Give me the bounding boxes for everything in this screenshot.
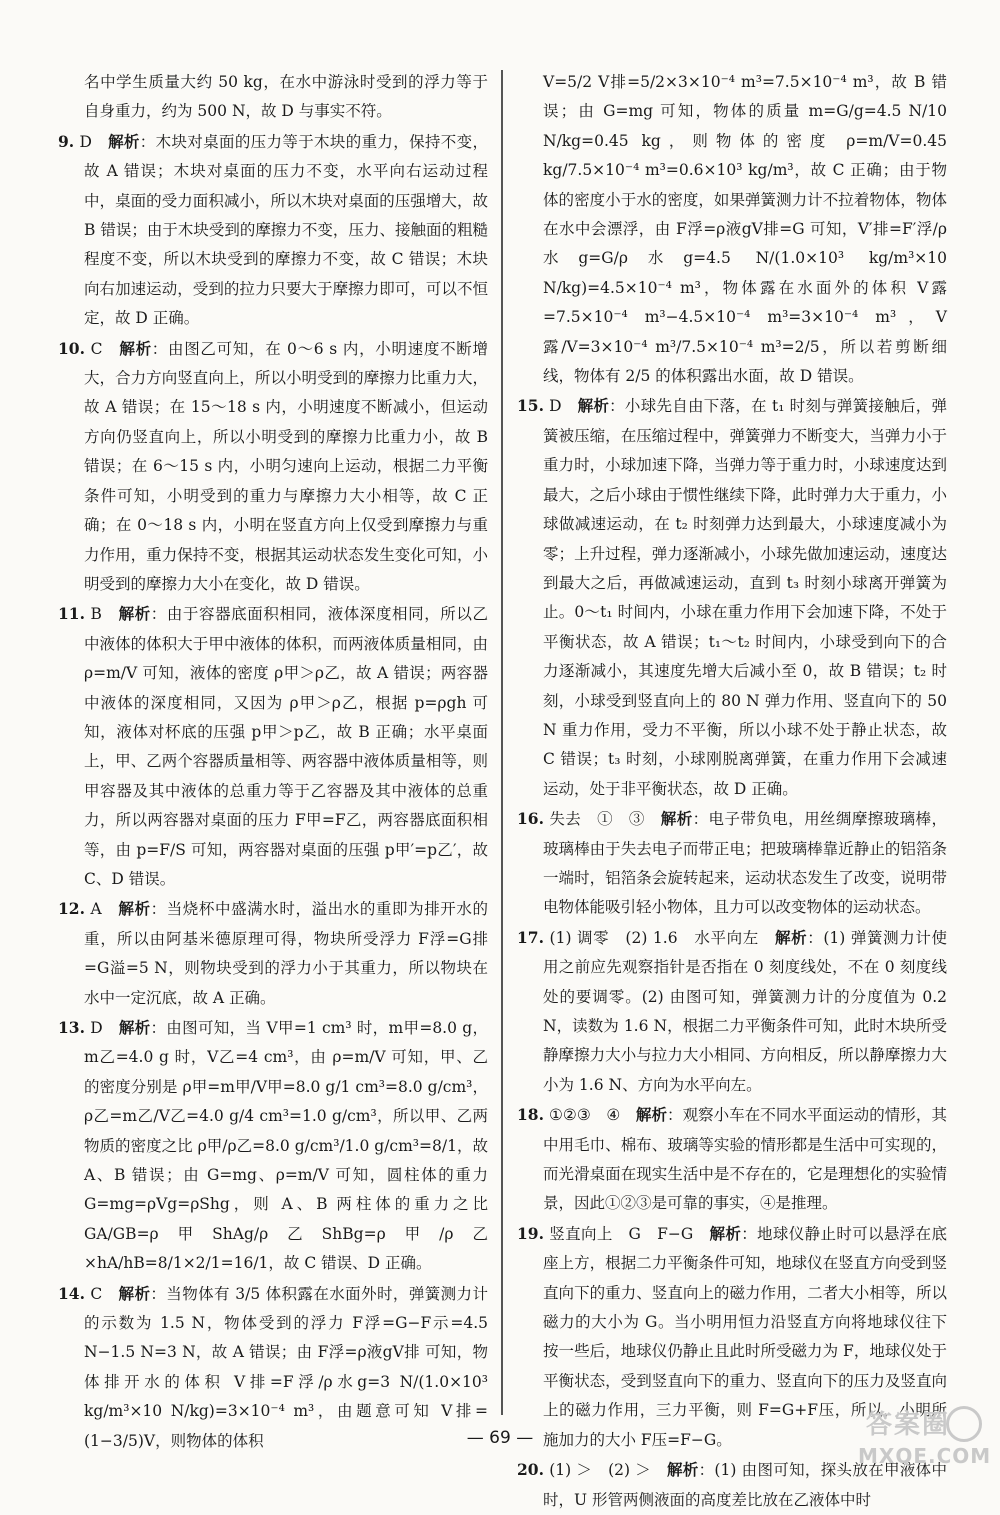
answer-item (517, 68, 947, 391)
question-number: 12. (58, 899, 85, 919)
answer-key: ①②③ ④ (548, 1106, 621, 1125)
question-number: 18. (517, 1105, 544, 1125)
analysis-label: 解析 (709, 1223, 742, 1243)
analysis-label: 解析 (119, 338, 152, 358)
answer-item (517, 1100, 947, 1219)
answer-key: D (90, 1019, 103, 1037)
page-number: — 69 — (466, 1428, 534, 1448)
watermark-badge-icon (946, 1406, 982, 1442)
question-number: 17. (517, 927, 544, 947)
answer-item (58, 894, 488, 1013)
answer-key: B (90, 605, 102, 624)
question-number: 19. (517, 1223, 544, 1243)
analysis-text: V=5/2 V排=5/2×3×10⁻⁴ m³=7.5×10⁻⁴ m³，故 B 错误；由 G=mg 可知，物体的质量 m=G/g=4.5 N/10 N/kg=0.45 kg，则物体的密度 ρ=m/V=0.45 kg/7.5×10⁻⁴ m³=0.6×10³ kg/m³，故 C 正确；由于物体的密度小于水的密度，如果弹簧测力计不拉着物体，物体在水中会漂浮，由 F浮=ρ液gV排=G 可知，V′排=F′浮/ρ水g=G/ρ水g=4.5 N/(1.0×10³ kg/m³×10 N/kg)=4.5×10⁻⁴ m³，物体露在水面外的体积 V露=7.5×10⁻⁴ m³−4.5×10⁻⁴ m³=3×10⁻⁴ m³，V露/V=3×10⁻⁴ m³/7.5×10⁻⁴ m³=2/5，所以若剪断细线，物体有 2/5 的体积露出水面，故 D 错误。 (543, 73, 947, 386)
answer-item (517, 923, 947, 1100)
analysis-text: ：小球先自由下落，在 t₁ 时刻与弹簧接触后，弹簧被压缩，在压缩过程中，弹簧弹力不断变大，当弹力小于重力时，小球加速下降，当弹力等于重力时，小球速度达到最大，之后小球由于惯性继续下降，此时弹力大于重力，小球做减速运动，在 t₂ 时刻弹力达到最大，小球速度减小为零；上升过程，弹力逐渐减小，小球先做加速运动，速度达到最大之后，再做减速运动，直到 t₃ 时刻小球离开弹簧为止。0～t₁ 时间内，小球在重力作用下会加速下降，不处于平衡状态，故 A 错误；t₁～t₂ 时间内，小球受到向下的合力逐渐减小，其速度先增大后减小至 0，故 B 错误；t₂ 时刻，小球受到竖直向上的 80 N 弹力作用、竖直向下的 50 N 重力作用，受力不平衡，所以小球不处于静止状态，故 C 错误；t₃ 时刻，小球刚脱离弹簧，在重力作用下会减速运动，处于非平衡状态，故 D 正确。 (543, 397, 947, 798)
analysis-label: 解析 (118, 1283, 151, 1303)
column-divider (501, 70, 503, 1415)
analysis-label: 解析 (660, 809, 693, 829)
left-column (58, 68, 488, 1456)
answer-item (58, 599, 488, 894)
watermark-logo (858, 1404, 992, 1474)
analysis-label: 解析 (635, 1105, 668, 1125)
answer-key: 失去 ① ③ (549, 810, 645, 829)
analysis-text: ：当烧杯中盛满水时，溢出水的重即为排开水的重，所以由阿基米德原理可得，物块所受浮力 F浮=G排=G溢=5 N，则物块受到的浮力小于其重力，所以物块在水中一定沉底，故 A 正确。 (84, 900, 488, 1007)
analysis-label: 解析 (118, 1018, 151, 1037)
answer-key: 竖直向上 G F−G (549, 1224, 694, 1243)
question-number: 13. (58, 1018, 85, 1037)
analysis-label: 解析 (577, 396, 610, 416)
analysis-label: 解析 (108, 131, 140, 151)
analysis-label: 解析 (774, 927, 808, 947)
answer-key: D (549, 397, 562, 416)
right-column (517, 68, 947, 1515)
watermark-url: MXQE.COM (858, 1444, 992, 1468)
analysis-text: ：木块对桌面的压力等于木块的重力，保持不变，故 A 错误；木块对桌面的压力不变，水平向右运动过程中，桌面的受力面积减小，所以木块对桌面的压强增大，故 B 错误；由于木块受到的摩擦力不变，压力、接触面的粗糙程度不变，所以木块受到的摩擦力不变，故 C 错误；木块向右加速运动，受到的拉力只要大于摩擦力即可，可以不恒定，故 D 正确。 (84, 132, 488, 328)
analysis-label: 解析 (118, 899, 151, 919)
watermark-text: 答案圈 (866, 1410, 951, 1440)
analysis-text: ：由图可知，当 V甲=1 cm³ 时，m甲=8.0 g，m乙=4.0 g 时，V乙=4 cm³，由 ρ=m/V 可知，甲、乙的密度分别是 ρ甲=m甲/V甲=8.0 g/1 cm³=8.0 g/cm³，ρ乙=m乙/V乙=4.0 g/4 cm³=1.0 g/cm³，所以甲、乙两物质的密度之比 ρ甲/ρ乙=8.0 g/cm³/1.0 g/cm³=8/1，故 A、B 错误；由 G=mg、ρ=m/V 可知，圆柱体的重力 G=mg=ρVg=ρShg，则 A、B 两柱体的重力之比 GA/GB=ρ甲ShAg/ρ乙ShBg=ρ甲/ρ乙×hA/hB=8/1×2/1=16/1，故 C 错误、D 正确。 (84, 1019, 488, 1273)
question-number: 15. (517, 396, 544, 416)
analysis-label: 解析 (118, 604, 151, 624)
question-number: 14. (58, 1283, 85, 1303)
question-number: 16. (517, 809, 544, 829)
analysis-text: ：(1) 由图可知，探头放在甲液体中时，U 形管两侧液面的高度差比放在乙液体中时 (543, 1461, 947, 1509)
analysis-text: ：观察小车在不同水平面运动的情形，其中用毛巾、棉布、玻璃等实验的情形都是生活中可实现的，而光滑桌面在现实生活中是不存在的，它是理想化的实验情景，因此①②③是可靠的事实，④是推理。 (543, 1106, 947, 1213)
answer-key: (1) ＞ (2) ＞ (549, 1461, 651, 1480)
answer-key: D (79, 132, 92, 151)
answer-item (58, 1013, 488, 1279)
analysis-text: ：由于容器底面积相同，液体深度相同，所以乙中液体的体积大于甲中液体的体积，而两液体质量相同，由 ρ=m/V 可知，液体的密度 ρ甲＞ρ乙，故 A 错误；两容器中液体的深度相同，又因为 ρ甲＞ρ乙，根据 p=ρgh 可知，液体对杯底的压强 p甲＞p乙，故 B 正确；水平桌面上，甲、乙两个容器质量相等、两容器中液体质量相等，则甲容器及其中液体的总重力等于乙容器及其中液体的总重力，所以两容器对桌面的压力 F甲=F乙，两容器底面积相等，由 p=F/S 可知，两容器对桌面的压强 p甲′=p乙′，故 C、D 错误。 (84, 605, 488, 888)
question-number: 9. (58, 131, 75, 151)
analysis-text: ：当物体有 3/5 体积露在水面外时，弹簧测力计的示数为 1.5 N，物体受到的浮力 F浮=G−F示=4.5 N−1.5 N=3 N，故 A 错误；由 F浮=ρ液gV排 可知，物体排开水的体积 V排=F浮/ρ水g=3 N/(1.0×10³ kg/m³×10 N/kg)=3×10⁻⁴ m³，由题意可知 V排=(1−3/5)V，则物体的体积 (84, 1284, 488, 1450)
answer-key: C (90, 339, 103, 358)
answer-key: (1) 调零 (2) 1.6 水平向左 (549, 928, 759, 947)
answer-item (517, 804, 947, 923)
analysis-text: ：(1) 弹簧测力计使用之前应先观察指针是否指在 0 刻度线处，不在 0 刻度线处的要调零。(2) 由图可知，弹簧测力计的分度值为 0.2 N，读数为 1.6 N，根据二力平衡条件可知，此时木块所受静摩擦力大小与拉力大小相同、方向相反，所以静摩擦力大小为 1.6 N、方向为水平向左。 (543, 928, 947, 1094)
analysis-text: ：地球仪静止时可以悬浮在底座上方，根据二力平衡条件可知，地球仪在竖直方向受到竖直向下的重力、竖直向上的磁力作用，二者大小相等，所以磁力的大小为 G。当小明用恒力沿竖直方向将地球仪往下按一些后，地球仪仍静止且此时所受磁力为 F，地球仪处于平衡状态，受到竖直向下的重力、竖直向下的压力及竖直向上的磁力作用，三力平衡，则 F=G+F压，所以，小明所施加力的大小 F压=F−G。 (543, 1224, 947, 1449)
answer-item (58, 334, 488, 600)
answer-item (517, 391, 947, 804)
analysis-text: 名中学生质量大约 50 kg，在水中游泳时受到的浮力等于自身重力，约为 500 N，故 D 与事实不符。 (84, 73, 488, 121)
analysis-text: ：电子带负电，用丝绸摩擦玻璃棒，玻璃棒由于失去电子而带正电；把玻璃棒靠近静止的铝箔条一端时，铝箔条会旋转起来，运动状态发生了改变，说明带电物体能吸引轻小物体，且力可以改变物体的运动状态。 (543, 810, 947, 917)
answer-key: C (90, 1284, 103, 1303)
question-number: 11. (58, 604, 85, 624)
question-number: 10. (58, 338, 85, 358)
answer-key: A (90, 900, 102, 919)
analysis-label: 解析 (666, 1460, 699, 1480)
answer-item (58, 68, 488, 127)
answer-item (58, 127, 488, 334)
analysis-text: ：由图乙可知，在 0～6 s 内，小明速度不断增大，合力方向竖直向上，所以小明受到的摩擦力比重力大，故 A 错误；在 15～18 s 内，小明速度不断减小，但运动方向仍竖直向上，所以小明受到的摩擦力比重力小，故 B 错误；在 6～15 s 内，小明匀速向上运动，根据二力平衡条件可知，小明受到的重力与摩擦力大小相等，故 C 正确；在 0～18 s 内，小明在竖直方向上仅受到摩擦力与重力作用，重力保持不变，根据其运动状态发生变化可知，小明受到的摩擦力大小在变化，故 D 错误。 (84, 339, 488, 593)
question-number: 20. (517, 1460, 544, 1480)
